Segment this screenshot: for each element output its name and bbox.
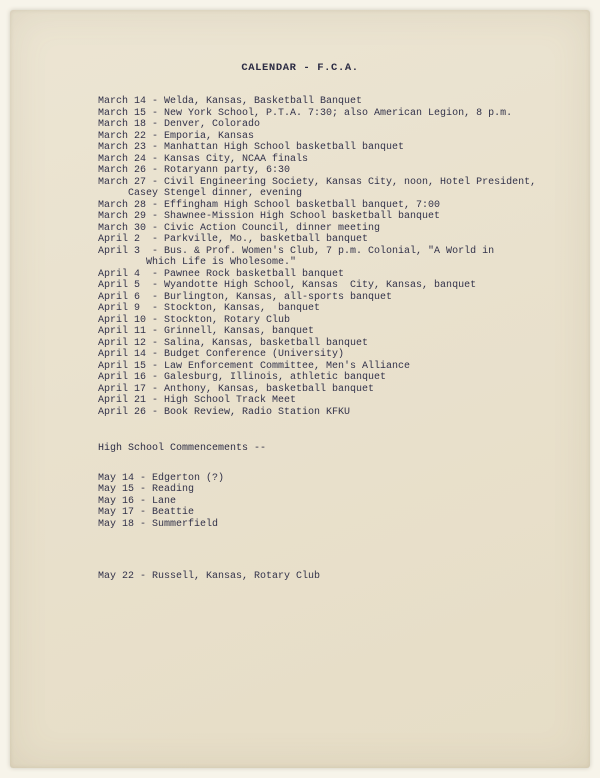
calendar-entry	[98, 473, 574, 485]
entry-text: Russell, Kansas, Rotary Club	[152, 571, 321, 582]
entry-date: March 14	[98, 96, 147, 107]
calendar-entry	[98, 395, 574, 407]
document-page	[10, 10, 590, 768]
calendar-entry	[98, 108, 574, 120]
entry-date: April 16	[98, 372, 147, 383]
entry-separator: -	[152, 222, 165, 234]
calendar-entry	[98, 165, 574, 177]
calendar-entry	[98, 349, 574, 361]
calendar-entry	[98, 338, 574, 350]
calendar-entry	[98, 407, 574, 419]
document-title: CALENDAR - F.C.A.	[241, 62, 359, 74]
calendar-entry	[98, 484, 574, 496]
entry-text: Civic Action Council, dinner meeting	[164, 222, 381, 234]
entry-date: April 26	[98, 406, 147, 418]
calendar-entry	[98, 234, 574, 246]
entry-date: March 18	[98, 119, 147, 130]
entry-date: April 9	[98, 303, 141, 314]
entry-text: Edgerton (?)	[152, 472, 225, 484]
entry-date: April 14	[98, 349, 147, 360]
entry-date: May 15	[98, 484, 135, 495]
entry-text: Book Review, Radio Station KFKU	[164, 406, 351, 418]
entry-date: March 22	[98, 130, 147, 142]
calendar-entry	[98, 315, 574, 327]
entry-text: Summerfield	[152, 518, 219, 530]
entry-text: High School Track Meet	[164, 395, 297, 406]
entry-text: Beattie	[152, 507, 195, 518]
entry-separator: -	[152, 360, 165, 372]
entry-date: March 15	[98, 107, 147, 119]
entry-text: Stockton, Rotary Club	[164, 314, 291, 326]
calendar-entry	[98, 326, 574, 338]
entry-date: April 10	[98, 314, 147, 326]
entry-separator: -	[140, 518, 153, 530]
entry-date: April 17	[98, 383, 147, 395]
entry-separator: -	[152, 107, 165, 119]
entry-separator: -	[152, 337, 165, 349]
entry-text: Lane	[152, 495, 177, 507]
entry-date: May 16	[98, 495, 135, 507]
entry-date: March 26	[98, 165, 147, 176]
entry-separator: -	[152, 268, 165, 280]
entry-text: Parkville, Mo., basketball banquet	[164, 234, 369, 245]
entry-text: Salina, Kansas, basketball banquet	[164, 337, 369, 349]
calendar-entry	[98, 496, 574, 508]
entry-text: Burlington, Kansas, all-sports banquet	[164, 291, 393, 303]
entry-date: March 27	[98, 176, 147, 188]
entry-separator: -	[152, 314, 165, 326]
entry-date: March 24	[98, 153, 147, 165]
calendar-entry	[98, 96, 574, 108]
entry-date: April 21	[98, 395, 147, 406]
calendar-entry	[98, 269, 574, 281]
entry-text: Welda, Kansas, Basketball Banquet	[164, 96, 363, 107]
calendar-entry	[98, 200, 574, 212]
entry-date: March 30	[98, 222, 147, 234]
entry-date: March 23	[98, 142, 147, 153]
entry-text: Denver, Colorado	[164, 119, 261, 130]
entry-separator: -	[152, 395, 165, 406]
calendar-entry	[98, 246, 574, 258]
entry-separator: -	[152, 165, 165, 176]
entry-separator: -	[152, 326, 165, 337]
calendar-entry	[98, 361, 574, 373]
calendar-entry	[98, 223, 574, 235]
calendar-entry	[98, 507, 574, 519]
entry-continuation: Which Life is Wholesome."	[146, 257, 297, 268]
entry-separator: -	[152, 349, 165, 360]
entry-separator: -	[152, 199, 165, 211]
entry-text: Kansas City, NCAA finals	[164, 153, 309, 165]
entry-text: Shawnee-Mission High School basketball banquet	[164, 211, 441, 222]
entry-date: April 5	[98, 280, 141, 291]
calendar-entry	[98, 280, 574, 292]
calendar-entry	[98, 384, 574, 396]
entry-text: Grinnell, Kansas, banquet	[164, 326, 315, 337]
entry-date: April 11	[98, 326, 147, 337]
entry-separator: -	[152, 406, 165, 418]
calendar-entry	[98, 211, 574, 223]
calendar-entry	[98, 131, 574, 143]
calendar-entry	[98, 119, 574, 131]
entry-text: Galesburg, Illinois, athletic banquet	[164, 372, 387, 383]
entry-text: Effingham High School basketball banquet, 7:00	[164, 199, 441, 211]
document-body	[98, 96, 574, 583]
entry-text: Rotaryann party, 6:30	[164, 165, 291, 176]
entry-separator: -	[152, 119, 165, 130]
section-heading-commencements: High School Commencements --	[98, 443, 267, 454]
entry-separator: -	[152, 234, 165, 245]
entry-separator: -	[152, 153, 165, 165]
commencement-entries-list	[98, 473, 574, 531]
entry-separator: -	[140, 495, 153, 507]
entry-date: March 28	[98, 199, 147, 211]
entry-date: April 12	[98, 337, 147, 349]
entry-date: May 14	[98, 472, 135, 484]
entry-separator: -	[152, 280, 165, 291]
entry-text: Reading	[152, 484, 195, 495]
entry-text: Anthony, Kansas, basketball banquet	[164, 383, 375, 395]
entry-text: Stockton, Kansas, banquet	[164, 303, 321, 314]
entry-date: April 6	[98, 291, 141, 303]
calendar-entry	[98, 154, 574, 166]
entry-separator: -	[152, 245, 165, 257]
entry-separator: -	[140, 507, 153, 518]
calendar-entry	[98, 292, 574, 304]
entry-separator: -	[140, 484, 153, 495]
entry-date: April 15	[98, 360, 147, 372]
entry-text: Civil Engineering Society, Kansas City, noon, Hotel President,	[164, 176, 537, 188]
calendar-entry	[98, 519, 574, 531]
calendar-entry	[98, 177, 574, 189]
entry-separator: -	[152, 211, 165, 222]
entry-text: Emporia, Kansas	[164, 130, 255, 142]
entry-text: Budget Conference (University)	[164, 349, 345, 360]
entry-separator: -	[152, 96, 165, 107]
closing-entries-list	[98, 571, 574, 583]
entry-separator: -	[152, 303, 165, 314]
entry-text: Bus. & Prof. Women's Club, 7 p.m. Colonial, "A World in	[164, 245, 495, 257]
calendar-entry	[98, 142, 574, 154]
entry-text: Wyandotte High School, Kansas City, Kansas, banquet	[164, 280, 477, 291]
entry-date: May 18	[98, 518, 135, 530]
entry-separator: -	[152, 142, 165, 153]
entry-separator: -	[152, 372, 165, 383]
entry-date: April 3	[98, 245, 141, 257]
entry-text: New York School, P.T.A. 7:30; also American Legion, 8 p.m.	[164, 107, 513, 119]
entry-separator: -	[152, 291, 165, 303]
entry-date: May 17	[98, 507, 135, 518]
entry-separator: -	[140, 571, 153, 582]
entry-separator: -	[152, 383, 165, 395]
calendar-entries-list	[98, 96, 574, 418]
entry-date: April 2	[98, 234, 141, 245]
calendar-entry	[98, 571, 574, 583]
entry-text: Manhattan High School basketball banquet	[164, 142, 405, 153]
entry-separator: -	[152, 130, 165, 142]
entry-text: Law Enforcement Committee, Men's Alliance	[164, 360, 411, 372]
entry-continuation: Casey Stengel dinner, evening	[128, 188, 303, 199]
entry-separator: -	[140, 472, 153, 484]
calendar-entry	[98, 303, 574, 315]
calendar-entry	[98, 372, 574, 384]
entry-separator: -	[152, 176, 165, 188]
entry-text: Pawnee Rock basketball banquet	[164, 268, 345, 280]
entry-date: April 4	[98, 268, 141, 280]
entry-date: May 22	[98, 571, 135, 582]
entry-date: March 29	[98, 211, 147, 222]
